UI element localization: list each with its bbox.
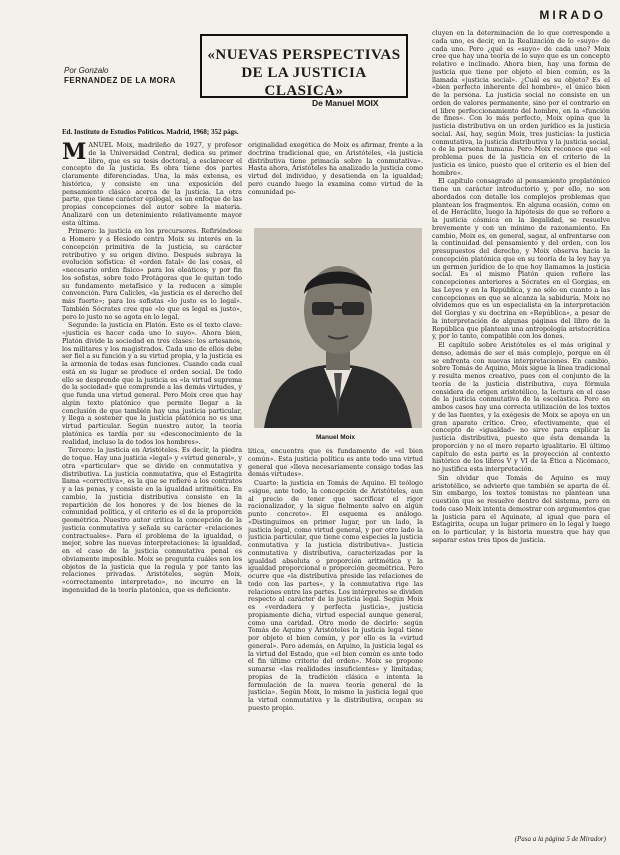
paragraph: Sin olvidar que Tomás de Aquino es muy aristotélico, se advierte que también se aparta de él. Sin embargo, los textos tomistas no plantean una cuestión que se resuelve dentro del sistema, pero en todo caso Moix intenta demostrar con argumentos que la justicia para el Aquinate, al igual que para el Estagirita, ocupa un lugar primero en lo legal y luego en lo particular, y la historia muestra que hay que separar estos tres tipos de justicia. xyxy=(432,473,610,544)
article-column-2-top xyxy=(248,142,423,222)
portrait-illustration xyxy=(254,228,422,428)
headline-line-1: «NUEVAS PERSPECTIVAS xyxy=(207,47,401,63)
paragraph: Cuarto: la justicia en Tomás de Aquino. El teólogo «sigue, ante todo, la concepción de Aristóteles, aun al precio de tener que sacrificar el rigor racionalizador, y la sigue fielmente salvo en algún punto concreto». El esquema es análogo. «Distinguimos en primer lugar, por un lado, la justicia legal, como virtud general, y por otro lado la justicia particular, que tiene como especies la justicia conmutativa y la justicia distributiva». Justicia conmutativa y distributiva, caracterizadas por la igualdad absoluta o proporción aritmética y la igualdad proporcional o proporción geométrica. Pero ocurre que «la distributiva preside las relaciones de todo con las partes», y la conmutativa rige las relaciones entre las partes. Los intérpretes se dividen respecto al carácter de la justicia legal. Según Moix es «verdadera y perfecta justicia», justicia propiamente dicha, virtud especial aunque general, como una caridad. Otro modo de decirlo: según Tomás de Aquino y Aristóteles la justicia legal tiene por objeto el bien común, y por ello es la «virtud general». Pero además, en Aquino, la justicia legal es la virtud del Estado, que «el bien común es ante todo el fin último criterio del orden». Moix se propone sumarse «las realidades insuficientes» y limitadas, propias de la tradición clásica e intenta la formulación de la nueva teoría general de la justicia». Según Moix, lo mismo la justicia legal que la virtud conmutativa y la distributiva, ocupan su puesto propio. xyxy=(248,479,423,712)
paragraph: El capítulo sobre Aristóteles es el más original y denso, además de ser el más complejo, porque en él se enfrenta con nuevas interpretaciones. En cambio, sobre Tomás de Aquino, Moix sigue la línea tradicional y resulta menos creativo, pues con el conjunto de la teoría de la justicia distributiva, cuya fórmula considera de origen aristotélico, la lectura en el caso de la justicia conmutativa de la escolástica. Pero en ambos casos hay una correcta utilización de los textos y de las fuentes, y la exégesis de Moix se apoya en un gran aparato crítico. Creo, efectivamente, que el concepto de «igualdad» no sirve para explicar la justicia distributiva, puesto que ésta demanda la proporción y no el mero reparto igualitario. El último capítulo de esta parte es la proyección al contexto histórico de los libros V y VI de la Ética a Nicómaco, no justifica esta interpretación. xyxy=(432,341,610,473)
author-photo xyxy=(254,228,422,428)
drop-cap: M xyxy=(62,142,87,165)
publication-info: Ed. Instituto de Estudios Políticos. Madrid, 1968; 352 págs. xyxy=(62,128,239,136)
paragraph: Primero: la justicia en los precursores. Refiriéndose a Homero y a Hesíodo centra Moix su interés en la concepción primitiva de la justicia, su carácter retributivo y su origen divino. Después subraya la evolución sofística: el «orden fatal» de las cosas, el «necesario orden fisico» para los eleáticos; y por fin los sofistas, sobre todo Protágoras que le quitan todo su fundamento metafísico y la reducen a simple convención. Para Calicles, «la justicia es el derecho del más fuerte»; para los sofistas «lo justo es lo legal». También Sócrates cree que «lo que es legal es justo», pero lo justo no se agota en lo legal. xyxy=(62,227,242,321)
paragraph: cluyen en la determinación de lo que corresponde a cada uno, es decir, en la Realización de lo «suyo» de cada uno. Pero ¿qué es «suyo» de cada uno? Moix cree que hay una teoría de lo suyo que es un concepto relativo e inclinado. Ahora bien, hay una forma de justicia que tiene por objeto el bien común, es la llamada «justicia social». ¿Cuál es su objeto? Es el «bien perfecto inherente del hombre», el único bien de la persona. La justicia social no consiste en un orden de valores permanente, sino por el contrario en el libre perfeccionamiento del hombre, en la «función de fines». Con lo más perfecto, Moix opina que la justicia distributiva en un orden jurídico es la justicia social. Así, hay, según Moix, tres justicias: la justicia conmutativa, la justicia distributiva y la justicia social, o de la persona humana. Pero Moix reconoce que «el problema pues de la justicia en el criterio de la justicia es único, puesto que el criterio es el bien del hombre». xyxy=(432,30,610,177)
byline xyxy=(64,66,194,86)
photo-caption: Manuel Moix xyxy=(316,434,356,441)
paragraph: lítica, encuentra que es fundamento de «el bien común». Esta justicia política es ante todo una virtud general que «lleva necesariamente consigo todas las demás virtudes». xyxy=(248,448,423,479)
headline-line-2: DE LA JUSTICIA CLASICA» xyxy=(241,65,367,99)
paragraph: Tercero: la justicia en Aristóteles. Es decir, la piedra de toque. Hay una justicia «legal» y «virtud general», y otra «particular» que se divide en conmutativa y distributiva. La justicia conmutativa, que el Estagirita llama «correctiva», es la que se refiere a los contratos y a las penas, y consiste en la igualdad aritmética. En cambio, la justicia distributiva consiste en la repartición de los honores y de los bienes de la comunidad política, y el criterio es el de la proporción geométrica. Nuestro autor critica la concepción de la justicia conmutativa y señala su carácter «relaciones contractuales». Para el problema de la igualdad, o mejor, sobre las nuevas interpretaciones: la igualdad, en el caso de la justicia conmutativa penal es obviamente imposible. Moix se pregunta cuáles son los objetos de la justicia que la regula y por tanto las relaciones privadas. Aristóteles, según Moix, «correctamente interpretado», no incurre en la ingenuidad de la teoría platónica, que es deficiente. xyxy=(62,446,242,594)
article-column-3 xyxy=(432,30,610,834)
paragraph: originalidad exegética de Moix es afirmar, frente a la doctrina tradicional que, en Aristóteles, «la justicia distributiva tiene primacía sobre la conmutativa». Hasta ahora, Aristóteles ha analizado la justicia como virtud del individuo, y desatienda en la igualdad; pero cuando luego la examina como virtud de la comunidad po- xyxy=(248,142,423,196)
article-column-2-bottom xyxy=(248,448,423,834)
byline-author: FERNANDEZ DE LA MORA xyxy=(64,76,176,85)
byline-prefix: Por Gonzalo xyxy=(64,66,109,75)
paragraph: ANUEL Moix, madrileño de 1927, y profesor de la Universidad Central, dedica su primer libro, que es su tesis doctoral, a esclarecer el concepto de la justicia. Es obra tiene dos partes claramente diferenciadas. Una, la más extensa, es histórica, y consiste en una exposición del pensamiento clásico acerca de la justicia. La otra parte, que tiene carácter epilogal, es un enfoque de las propias concepciones del autor sobre la materia. Analizaré con un detenimiento relativamente mayor esta última. xyxy=(62,142,242,227)
book-author: De Manuel MOIX xyxy=(312,98,379,108)
section-label: MIRADO xyxy=(539,8,606,22)
continuation-note: (Pasa a la página 5 de Mirador) xyxy=(514,835,606,843)
paragraph: Segundo: la justicia en Platón. Este es el texto clave: «justicia es hacer cada uno lo suyo». Ahora bien, Platón divide la sociedad en tres clases: los artesanos, los militares y los magistrados. Cada uno de ellos debe ser fiel a su función y a su virtud propia, y la justicia es la armonía de todas esas funciones. Cuando cada cual está en su lugar se produce el orden social. De todo ello se desprende que la justicia es «la virtud suprema de la sociedad» que comprende a las demás virtudes, y que funda una virtud general. Pero Moix cree que hay algún texto platónico que permite llegar a la conclusión de que también hay una justicia particular, y llega a sostener que la justicia platónica no es una virtud particular. Según nuestro autor, la teoría platónica es tardía por su «desconocimiento de la realidad, incluso la de todos los hombres». xyxy=(62,321,242,446)
headline-box xyxy=(200,34,408,98)
article-column-1 xyxy=(62,142,242,834)
paragraph: El capítulo consagrado al pensamiento preplatónico tiene un carácter introductorio y, por ello, no son abordados con detalle los complejos problemas que plantean los fragmentos. En alguna ocasión, como en el de Heráclito, luego la hipótesis de que se refiere a la justicia cósmica en la ilegalidad, se resuelve brevemente y con un mínimo de razonamiento. En cambio, Moix es, en general, sagaz, al enfrentarse con la continuidad del pensamiento y del orden, con los presupuestos del derecho, y Moix observa hacia la concepción platónica que en su teoría de la ley hay ya un germen jurídico de lo que hoy llamamos la justicia social. Es el mismo Platón quien refiere las concepciones anteriores a Sócrates en el Gorgias, en las Leyes y en la República, y no sólo en cuanto a las concepciones en que se alcanza la sabiduría. Moix no olvidemos que es un especialista en la interpretación del Gorgias y su doctrina en «República», a pesar de la interpretación de algunas páginas del libro de la República que plantean una antropología aristocrática y, por lo tanto, compatible con los dones. xyxy=(432,177,610,341)
